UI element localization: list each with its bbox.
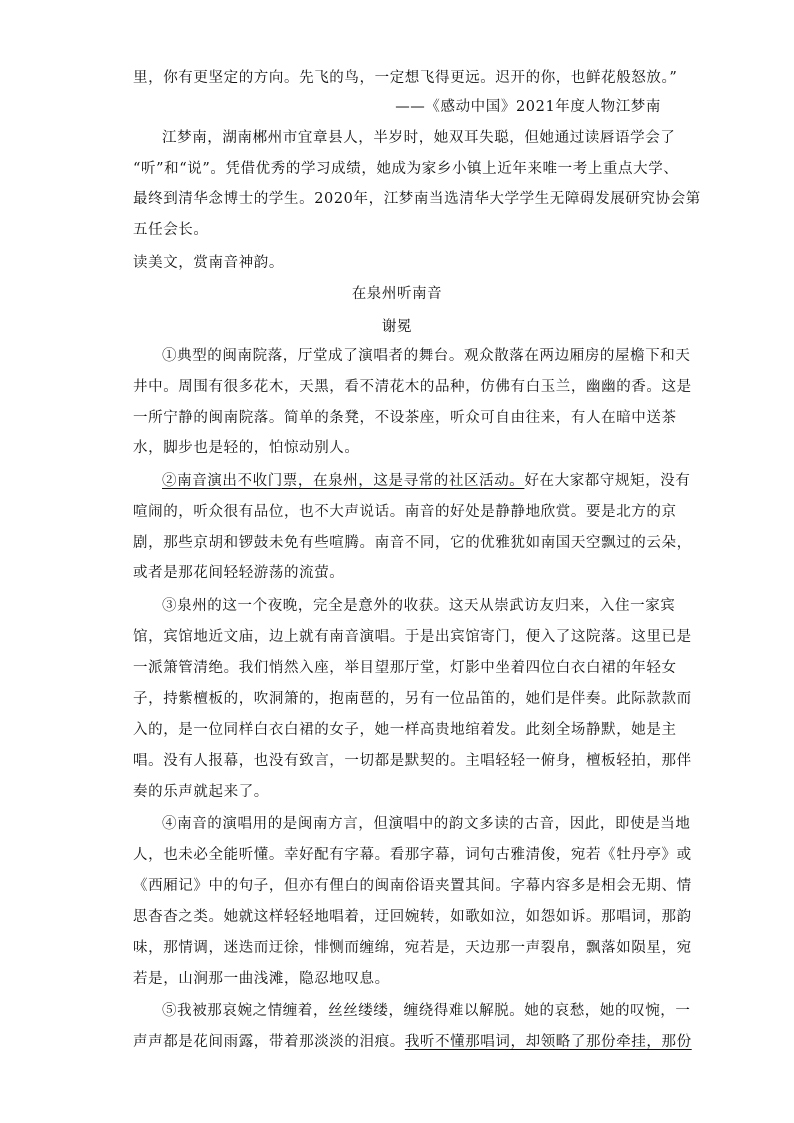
text-line: 唱。没有人报幕，也没有致言，一切都是默契的。主唱轻轻一俯身，檀板轻拍，那伴 <box>133 753 692 769</box>
text-line: 馆，宾馆地近文庙，边上就有南音演唱。于是出宾馆寄门，便入了这院落。这里已是 <box>133 629 692 645</box>
text-line: 井中。周围有很多花木，天黑，看不清花木的品种，仿佛有白玉兰，幽幽的香。这是 <box>133 379 692 395</box>
text-line: 最终到清华念博士的学生。2020年，江梦南当选清华大学学生无障碍发展研究协会第 <box>133 191 701 207</box>
text-line: ①典型的闽南院落，厅堂成了演唱者的舞台。观众散落在两边厢房的屋檐下和天 <box>162 348 691 364</box>
text-line <box>133 471 691 491</box>
text-line: 或者是那花间轻轻游荡的流萤。 <box>133 565 345 581</box>
text-line: 思杳杳之类。她就这样轻轻地唱着，迂回婉转，如歌如泣，如怨如诉。那唱词，那韵 <box>133 909 692 925</box>
article-author: 谢冕 <box>381 319 413 335</box>
text-line: 江梦南，湖南郴州市宜章县人，半岁时，她双耳失聪，但她通过读唇语学会了 <box>162 130 676 146</box>
text-line: ③泉州的这一个夜晚，完全是意外的收获。这天从崇武访友归来，入住一家宾 <box>162 598 676 614</box>
text-line: 《西厢记》中的句子，但亦有俚白的闽南俗语夹置其间。字幕内容多是相会无期、情 <box>133 878 692 894</box>
quote-attribution: ——《感动中国》2021年度人物江梦南 <box>395 99 661 115</box>
text-line: 味，那情调，迷迭而迂徐，悱恻而缠绵，宛若是，天边那一声裂帛，飘落如陨星，宛 <box>133 940 692 956</box>
text-line: 五任会长。 <box>133 222 209 238</box>
underlined-sentence: ②南音演出不收门票，在泉州，这是寻常的社区活动。 <box>162 473 525 489</box>
text-span: 声声都是花间雨露，带着那淡淡的泪痕。 <box>133 1034 405 1050</box>
text-line: 剧，那些京胡和锣鼓未免有些喧腾。南音不同，它的优雅犹如南国天空飘过的云朵， <box>133 535 692 551</box>
text-line: 喧闹的，听众很有品位，也不大声说话。南音的好处是静静地欣赏。要是北方的京 <box>133 504 677 520</box>
text-line: 一所宁静的闽南院落。简单的条凳，不设茶座，听众可自由往来，有人在暗中送茶 <box>133 410 677 426</box>
section-instruction: 读美文，赏南音神韵。 <box>133 255 284 271</box>
text-line: 若是，山涧那一曲浅滩，隐忍地叹息。 <box>133 971 390 987</box>
text-span: 好在大家都守规矩，没有 <box>524 473 691 489</box>
text-line: 奏的乐声就起来了。 <box>133 784 269 800</box>
text-line: 入的，是一位同样白衣白裙的女子，她一样高贵地绾着发。此刻全场静默，她是主 <box>133 722 677 738</box>
text-line <box>133 1032 692 1052</box>
text-line: ④南音的演唱用的是闽南方言，但演唱中的韵文多读的古音，因此，即使是当地 <box>162 816 691 832</box>
underlined-sentence: 我听不懂那唱词，却领略了那份牵挂，那份 <box>404 1034 692 1050</box>
text-line: 子，持紫檀板的，吹洞箫的，抱南琶的，另有一位品笛的，她们是伴奏。此际款款而 <box>133 691 692 707</box>
text-line: 一派箫管清绝。我们悄然入座，举目望那厅堂，灯影中坐着四位白衣白裙的年轻女 <box>133 660 677 676</box>
text-line: 里，你有更坚定的方向。先飞的鸟，一定想飞得更远。迟开的你，也鲜花般怒放。” <box>133 70 678 86</box>
text-line: 人，也未必全能听懂。幸好配有字幕。看那字幕，词句古雅清俊，宛若《牡丹亭》或 <box>133 847 692 863</box>
article-title: 在泉州听南音 <box>351 286 443 302</box>
text-line: “听”和“说”。凭借优秀的学习成绩，她成为家乡小镇上近年来唯一考上重点大学、 <box>133 161 679 177</box>
text-line: ⑤我被那哀婉之情缠着，丝丝缕缕，缠绕得难以解脱。她的哀愁，她的叹惋，一 <box>162 1003 691 1019</box>
text-line: 水，脚步也是轻的，怕惊动别人。 <box>133 440 360 456</box>
